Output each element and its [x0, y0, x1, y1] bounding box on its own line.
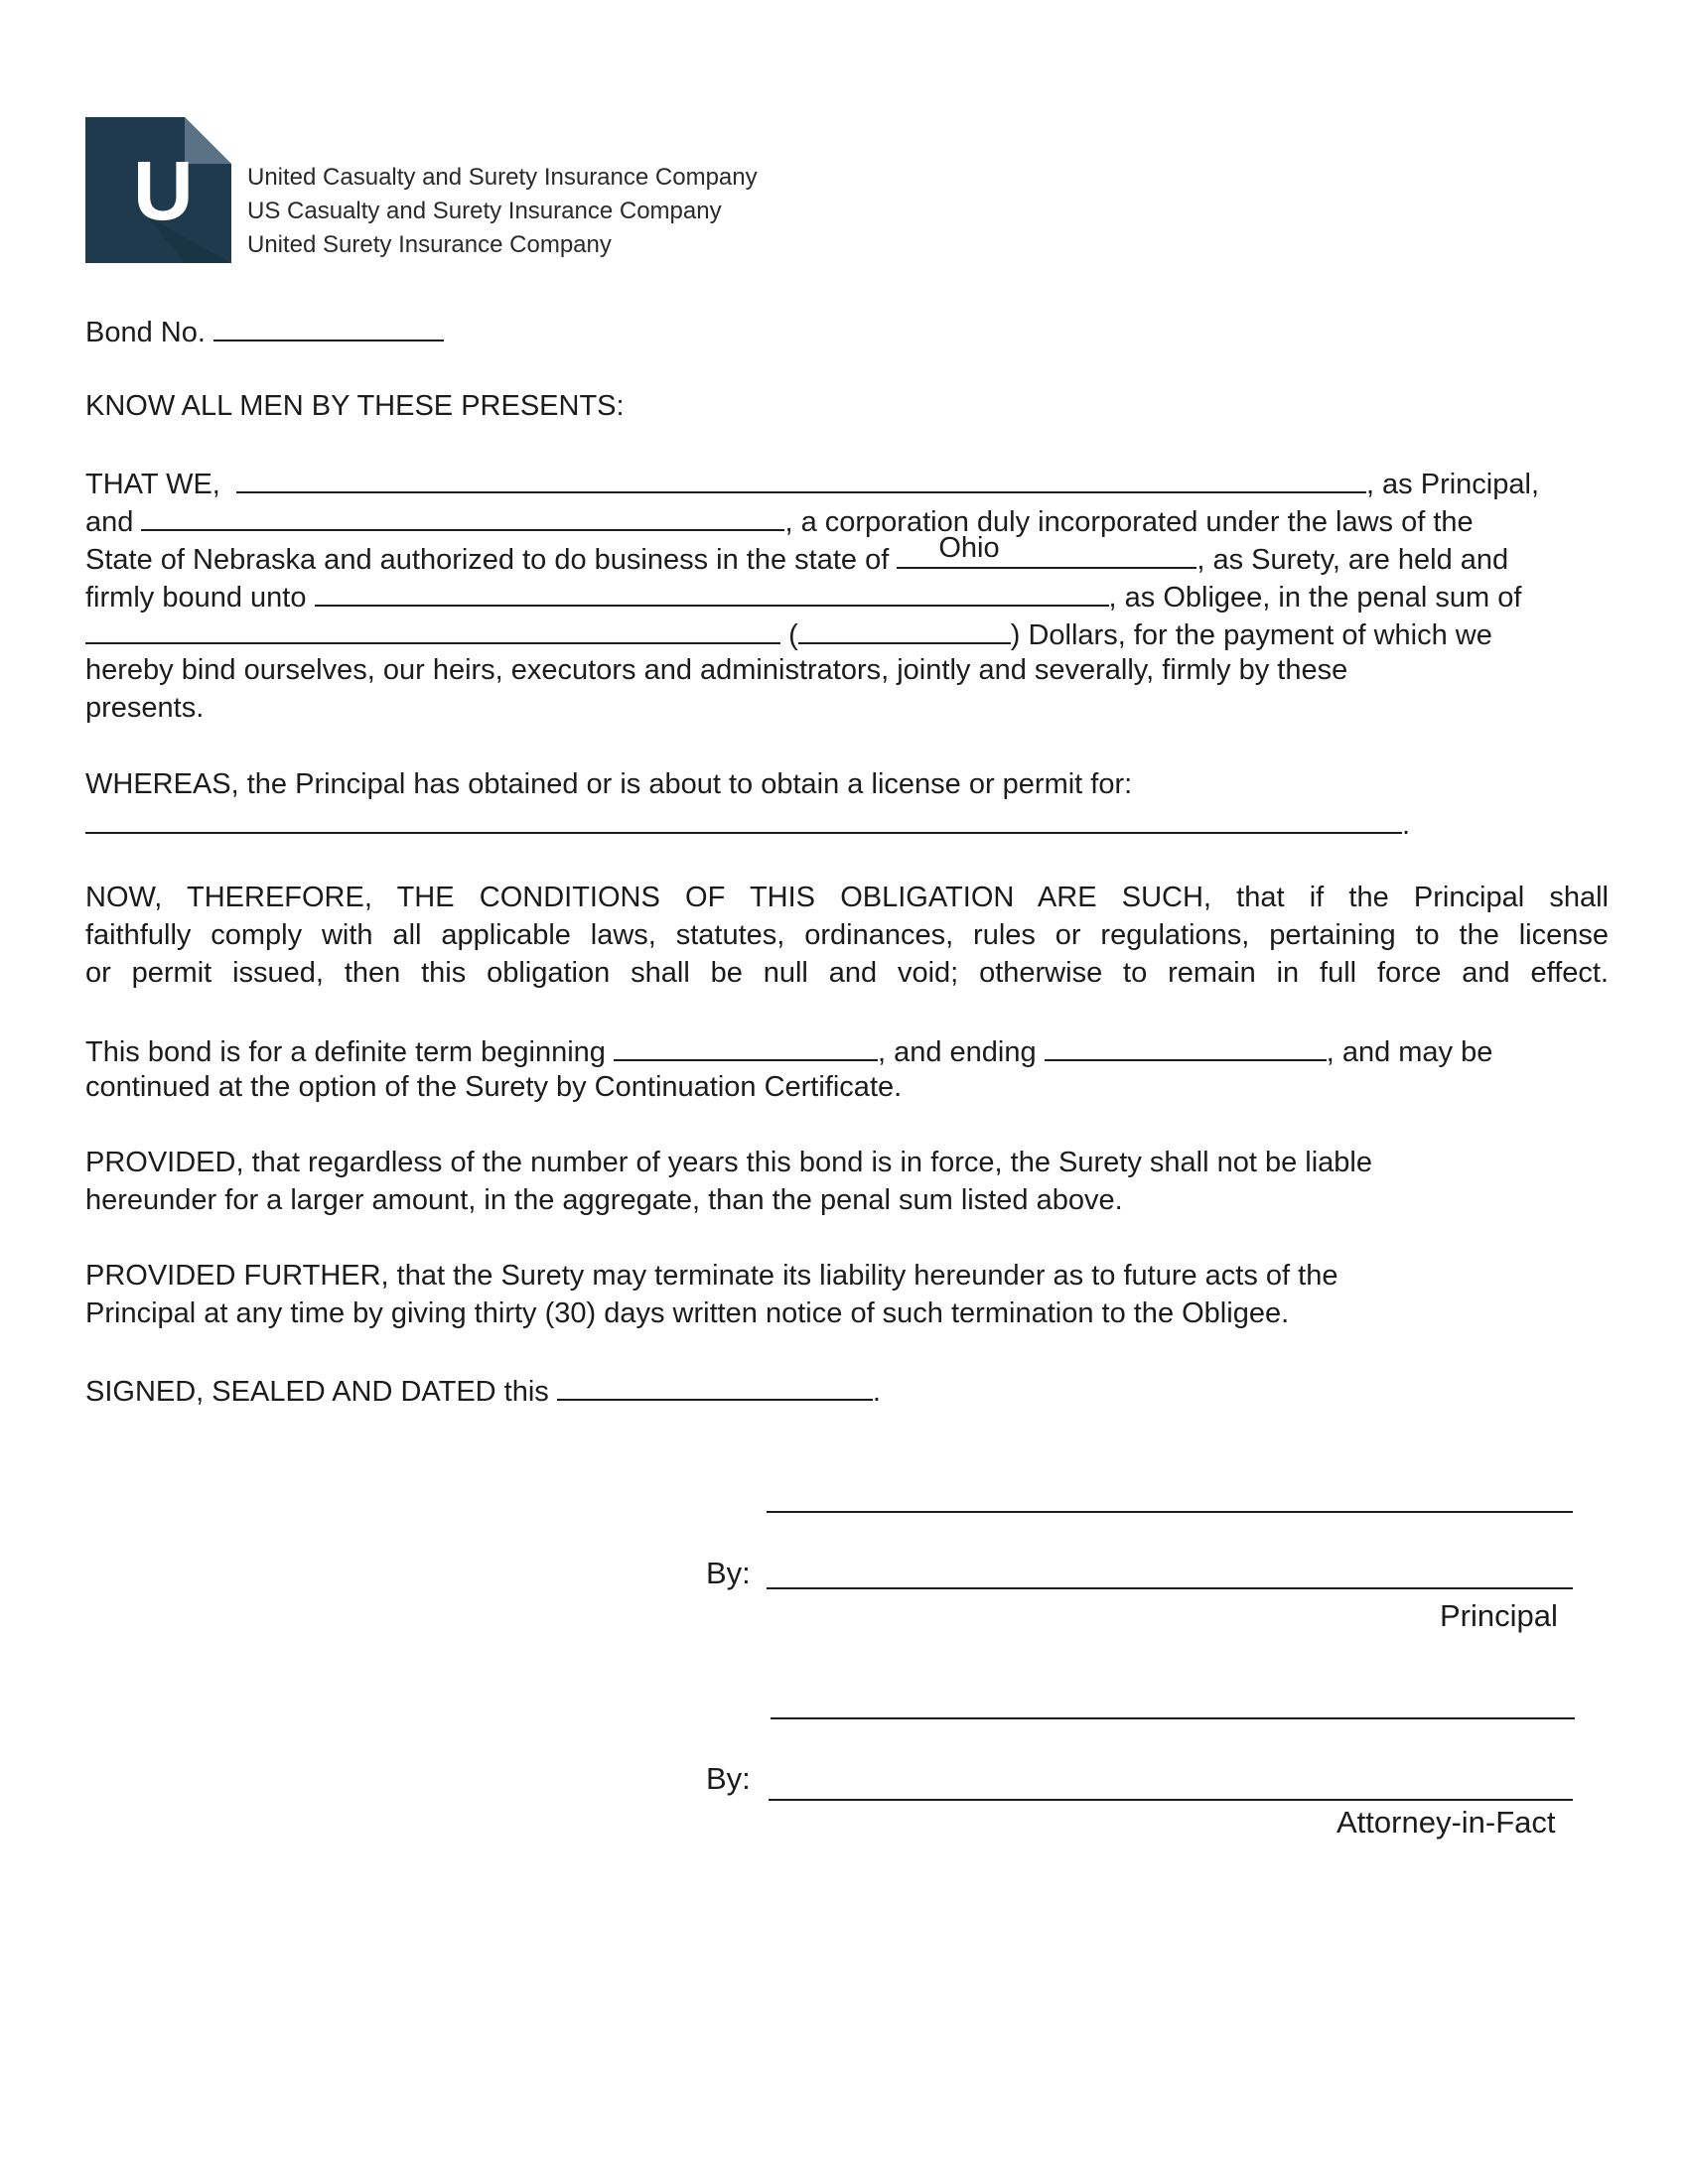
license-line: [85, 806, 1410, 842]
surety-name-line: [85, 503, 1474, 539]
license-field[interactable]: [85, 806, 1402, 834]
hereby-bind-text: hereby bind ourselves, our heirs, executors and administrators, jointly and severally, firmly by these: [85, 654, 1348, 686]
term-continued-text: continued at the option of the Surety by Continuation Certificate.: [85, 1071, 903, 1103]
conditions-line-1: NOW, THEREFORE, THE CONDITIONS OF THIS OBLIGATION ARE SUCH, that if the Principal shall: [85, 882, 1609, 913]
term-line: [85, 1033, 1492, 1069]
principal-name-field[interactable]: [236, 466, 1366, 493]
company-name-3: United Surety Insurance Company: [247, 231, 612, 258]
attorney-by-label: By:: [706, 1761, 751, 1796]
surety-company-signature-line[interactable]: [771, 1717, 1575, 1719]
that-we-label: THAT WE,: [85, 469, 220, 500]
attorney-by-signature-line[interactable]: [769, 1799, 1573, 1801]
dollars-text: ) Dollars, for the payment of which we: [1010, 619, 1492, 651]
penal-sum-words-field[interactable]: [85, 616, 780, 644]
as-obligee-text: , as Obligee, in the penal sum of: [1108, 582, 1522, 614]
principal-by-signature-line[interactable]: [767, 1587, 1573, 1589]
logo-icon: [85, 117, 231, 263]
conditions-line-2: faithfully comply with all applicable laws, statutes, ordinances, rules or regulations, pertaining to the license: [85, 919, 1609, 951]
obligee-name-field[interactable]: [315, 579, 1109, 607]
penal-sum-amount-field[interactable]: [798, 616, 1011, 644]
state-line: [85, 532, 1509, 577]
as-surety-text: , as Surety, are held and: [1196, 544, 1509, 576]
surety-name-field[interactable]: [141, 503, 784, 531]
provided-line-2: hereunder for a larger amount, in the aggregate, than the penal sum listed above.: [85, 1184, 1123, 1216]
term-may-be-text: , and may be: [1326, 1036, 1493, 1068]
bond-number-line: [85, 314, 444, 349]
know-all-heading: KNOW ALL MEN BY THESE PRESENTS:: [85, 390, 625, 422]
state-text: State of Nebraska and authorized to do business in the state of: [85, 544, 890, 576]
signed-period: .: [872, 1376, 881, 1408]
company-logo: [85, 117, 231, 263]
conditions-line-3: or permit issued, then this obligation shall be null and void; otherwise to remain in full force and effect.: [85, 957, 1609, 989]
obligee-line: [85, 579, 1521, 614]
signed-text: SIGNED, SEALED AND DATED this: [85, 1376, 549, 1408]
presents-text: presents.: [85, 692, 205, 724]
state-value: Ohio: [938, 532, 1000, 564]
signed-line: [85, 1373, 881, 1409]
principal-company-signature-line[interactable]: [767, 1511, 1573, 1513]
firmly-bound-text: firmly bound unto: [85, 582, 307, 614]
company-name-1: United Casualty and Surety Insurance Company: [247, 164, 758, 191]
term-begin-text: This bond is for a definite term beginning: [85, 1036, 606, 1068]
and-label: and: [85, 506, 134, 538]
provided-further-line-2: Principal at any time by giving thirty (30) days written notice of such termination to the Obligee.: [85, 1297, 1290, 1329]
attorney-in-fact-label: Attorney-in-Fact: [1336, 1805, 1556, 1840]
bond-number-field[interactable]: [213, 314, 444, 341]
state-field[interactable]: [897, 532, 1196, 569]
company-name-2: US Casualty and Surety Insurance Company: [247, 198, 722, 224]
that-we-line: [85, 466, 1539, 501]
penal-sum-line: [85, 616, 1492, 652]
bond-number-label: Bond No.: [85, 317, 206, 348]
term-end-field[interactable]: [1045, 1033, 1327, 1061]
term-begin-field[interactable]: [614, 1033, 878, 1061]
paren-open: (: [788, 619, 798, 651]
whereas-text: WHEREAS, the Principal has obtained or is about to obtain a license or permit for:: [85, 768, 1133, 800]
provided-line-1: PROVIDED, that regardless of the number of years this bond is in force, the Surety shall not be liable: [85, 1147, 1372, 1178]
as-principal-text: , as Principal,: [1365, 469, 1540, 500]
corporation-text: , a corporation duly incorporated under the laws of the: [784, 506, 1474, 538]
term-ending-text: , and ending: [877, 1036, 1037, 1068]
license-period: .: [1402, 809, 1411, 841]
signed-date-field[interactable]: [557, 1373, 873, 1401]
logo-letter: U: [133, 144, 194, 237]
principal-label: Principal: [1440, 1598, 1558, 1633]
provided-further-line-1: PROVIDED FURTHER, that the Surety may terminate its liability hereunder as to future acts of the: [85, 1260, 1338, 1292]
company-names: [247, 161, 758, 262]
principal-by-label: By:: [706, 1556, 751, 1590]
